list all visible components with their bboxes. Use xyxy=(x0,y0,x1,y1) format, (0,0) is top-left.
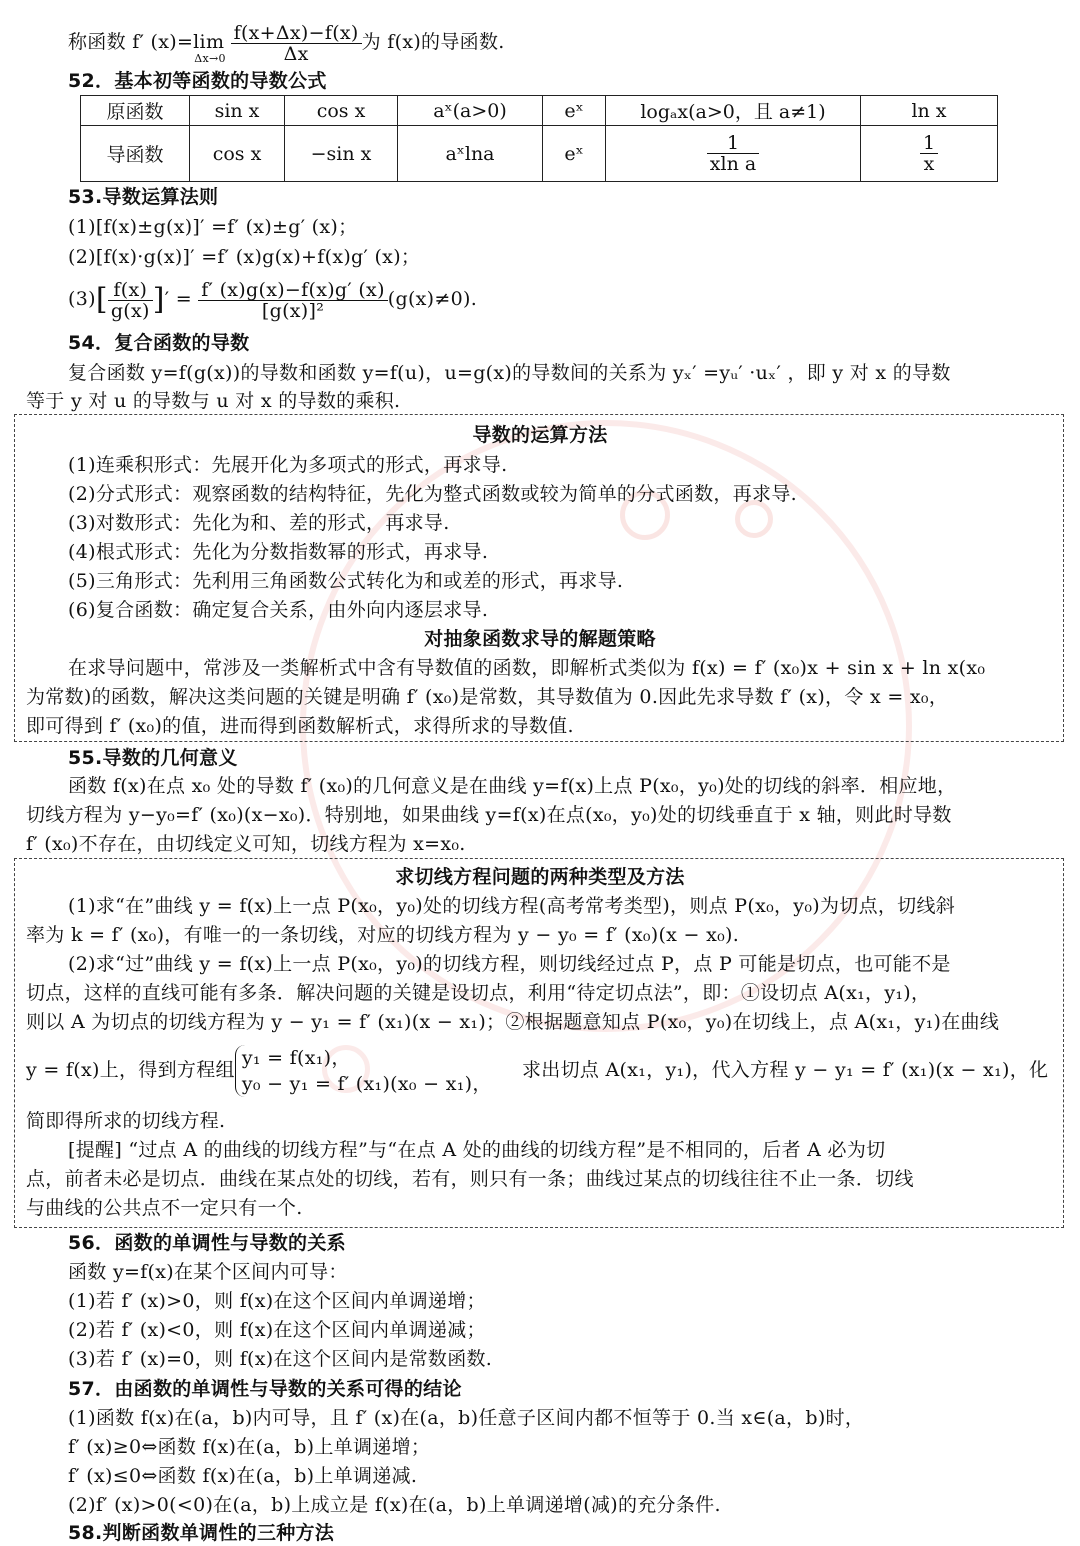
fraction-denominator: xln a xyxy=(709,153,757,175)
derivative-definition xyxy=(68,20,1080,64)
table-cell xyxy=(606,126,861,182)
section-53-title: 53.导数运算法则 xyxy=(68,186,219,208)
box-title: 求切线方程问题的两种类型及方法 xyxy=(395,866,685,888)
derivative-formula-table xyxy=(80,95,998,182)
equation-system-line xyxy=(26,1040,1080,1100)
geometry-text: 函数 f(x)在点 x₀ 处的导数 f′ (x₀)的几何意义是在曲线 y=f(x)上点 P(x₀，y₀)处的切线的斜率．相应地， xyxy=(68,775,957,797)
system-eq1: y₁ = f(x₁)， xyxy=(241,1047,351,1069)
box-subtitle: 对抽象函数求导的解题策略 xyxy=(424,628,656,650)
quotient-condition: (g(x)≠0). xyxy=(387,288,478,310)
geometry-text: f′ (x₀)不存在，由切线定义可知，切线方程为 x=x₀. xyxy=(26,833,466,855)
rule-quotient: (3)[ $\frac{f(x)}{g(x)}$ ]′ = $\frac{f' (x)g(x)-f(x)g' (x)}{\text{[g(x)]²}}$ (g(x)≠0). xyxy=(68,278,478,322)
method-item: (5)三角形式：先利用三角函数公式转化为和或差的形式，再求导. xyxy=(68,570,624,592)
table-cell: 导函数 xyxy=(81,126,190,182)
tangent-text: 率为 k = f′ (x₀)，有唯一的一条切线，对应的切线方程为 y − y₀ = f′ (x₀)(x − x₀). xyxy=(26,924,740,946)
fraction-numerator: 1 xyxy=(920,133,938,154)
monotonic-text: (3)若 f′ (x)=0，则 f(x)在这个区间内是常数函数. xyxy=(68,1348,493,1370)
section-52-title: 52．基本初等函数的导数公式 xyxy=(68,70,327,92)
table-cell: ln x xyxy=(861,96,998,126)
strategy-text: 为常数)的函数，解决这类问题的关键是明确 f′ (x₀)是常数，其导数值为 0.因此先求导数 f′ (x)，令 x = x₀， xyxy=(26,686,949,708)
fraction-numerator: f′ (x)g(x)−f(x)g′ (x) xyxy=(198,280,387,301)
conclusion-text: (1)函数 f(x)在(a，b)内可导，且 f′ (x)在(a，b)任意子区间内都不恒等于 0.当 x∈(a，b)时， xyxy=(68,1407,865,1429)
conclusion-text: f′ (x)≥0⇔函数 f(x)在(a，b)上单调递增； xyxy=(68,1436,431,1458)
table-cell: eˣ xyxy=(543,96,606,126)
rule-quotient-lead: (3) xyxy=(68,288,96,310)
fraction-denominator: x xyxy=(923,153,935,175)
table-cell: logₐx(a>0，且 a≠1) xyxy=(606,96,861,126)
section-56-title: 56．函数的单调性与导数的关系 xyxy=(68,1232,346,1254)
box-title: 导数的运算方法 xyxy=(472,424,608,446)
table-cell: aˣ(a>0) xyxy=(398,96,543,126)
monotonic-text: 函数 y=f(x)在某个区间内可导： xyxy=(68,1261,348,1283)
equation-system xyxy=(235,1045,492,1097)
method-item: (6)复合函数：确定复合关系，由外向内逐层求导. xyxy=(68,599,489,621)
table-cell: cos x xyxy=(190,126,285,182)
table-cell: eˣ xyxy=(543,126,606,182)
section-55-title: 55.导数的几何意义 xyxy=(68,747,238,769)
method-item: (1)连乘积形式：先展开化为多项式的形式，再求导. xyxy=(68,454,508,476)
table-cell: sin x xyxy=(190,96,285,126)
system-eq2: y₀ − y₁ = f′ (x₁)(x₀ − x₁)， xyxy=(241,1073,492,1095)
strategy-text: 即可得到 f′ (x₀)的值，进而得到函数解析式，求得所求的导数值. xyxy=(26,715,574,737)
quotient-inner-fraction xyxy=(108,280,153,321)
table-row xyxy=(81,126,998,182)
method-item: (3)对数形式：先化为和、差的形式，再求导. xyxy=(68,512,450,534)
quotient-fraction xyxy=(198,280,387,321)
monotonic-text: (1)若 f′ (x)>0，则 f(x)在这个区间内单调递增； xyxy=(68,1290,486,1312)
monotonic-text: (2)若 f′ (x)<0，则 f(x)在这个区间内单调递减； xyxy=(68,1319,486,1341)
method-item: (4)根式形式：先化为分数指数幂的形式，再求导. xyxy=(68,541,489,563)
system-tail: 求出切点 A(x₁，y₁)，代入方程 y − y₁ = f′ (x₁)(x − x₁)，化 xyxy=(522,1059,1049,1081)
def-denominator: Δx xyxy=(283,42,309,65)
fraction-numerator: f(x) xyxy=(108,280,153,301)
def-lead: 称函数 f′ (x)=lim xyxy=(68,31,225,53)
reminder-text: 点，前者未必是切点．曲线在某点处的切线，若有，则只有一条；曲线过某点的切线往往不止一条．切线 xyxy=(26,1168,914,1190)
reminder-text: [提醒] “过点 A 的曲线的切线方程”与“在点 A 处的曲线的切线方程”是不相同的，后者 A 必为切 xyxy=(68,1139,886,1161)
composite-text: 复合函数 y=f(g(x))的导数和函数 y=f(u)，u=g(x)的导数间的关系为 yₓ′ =yᵤ′ ·uₓ′ ，即 y 对 x 的导数 xyxy=(68,362,951,384)
fraction-denominator: g(x) xyxy=(110,299,150,322)
strategy-text: 在求导问题中，常涉及一类解析式中含有导数值的函数，即解析式类似为 f(x) = f′ (x₀)x + sin x + ln x(x₀ xyxy=(68,657,986,679)
tangent-text: 则以 A 为切点的切线方程为 y − y₁ = f′ (x₁)(x − x₁)；②根据题意知点 P(x₀，y₀)在切线上，点 A(x₁，y₁)在曲线 xyxy=(26,1011,1000,1033)
log-derivative-fraction xyxy=(707,133,759,174)
ln-derivative-fraction xyxy=(920,133,938,174)
tangent-text: 切点，这样的直线可能有多条．解决问题的关键是设切点，利用“待定切点法”，即：①设切点 A(x₁，y₁)， xyxy=(26,982,931,1004)
table-cell: cos x xyxy=(285,96,398,126)
tangent-text: (2)求“过”曲线 y = f(x)上一点 P(x₀，y₀)的切线方程，则切线经过点 P，点 P 可能是切点，也可能不是 xyxy=(68,953,951,975)
composite-text: 等于 y 对 u 的导数与 u 对 x 的导数的乘积. xyxy=(26,390,401,412)
reminder-text: 与曲线的公共点不一定只有一个. xyxy=(26,1197,303,1219)
tangent-text: 简即得所求的切线方程. xyxy=(26,1110,226,1132)
section-58-title: 58.判断函数单调性的三种方法 xyxy=(68,1522,335,1544)
prime-equals: ′ = xyxy=(164,288,192,310)
def-tail: 为 f(x)的导函数. xyxy=(361,31,505,53)
section-54-title: 54．复合函数的导数 xyxy=(68,332,250,354)
fraction-denominator: [g(x)]² xyxy=(261,299,325,322)
def-fraction xyxy=(231,23,362,64)
conclusion-text: (2)f′ (x)>0(<0)在(a，b)上成立是 f(x)在(a，b)上单调递增(减)的充分条件. xyxy=(68,1494,721,1516)
geometry-text: 切线方程为 y−y₀=f′ (x₀)(x−x₀)．特别地，如果曲线 y=f(x)在点(x₀，y₀)处的切线垂直于 x 轴，则此时导数 xyxy=(26,804,952,826)
system-lead: y = f(x)上，得到方程组 xyxy=(26,1059,235,1081)
def-numerator: f(x+Δx)−f(x) xyxy=(231,23,362,44)
table-cell: aˣlna xyxy=(398,126,543,182)
tangent-text: (1)求“在”曲线 y = f(x)上一点 P(x₀，y₀)处的切线方程(高考常考类型)，则点 P(x₀，y₀)为切点，切线斜 xyxy=(68,895,956,917)
fraction-numerator: 1 xyxy=(707,133,759,154)
rule-sum: (1)[f(x)±g(x)]′ =f′ (x)±g′ (x)； xyxy=(68,216,358,238)
limit-subscript: Δx→0 xyxy=(194,52,226,65)
table-cell: 原函数 xyxy=(81,96,190,126)
table-cell xyxy=(861,126,998,182)
table-row xyxy=(81,96,998,126)
table-cell: −sin x xyxy=(285,126,398,182)
section-57-title: 57．由函数的单调性与导数的关系可得的结论 xyxy=(68,1378,462,1400)
conclusion-text: f′ (x)≤0⇔函数 f(x)在(a，b)上单调递减. xyxy=(68,1465,418,1487)
method-item: (2)分式形式：观察函数的结构特征，先化为整式函数或较为简单的分式函数，再求导. xyxy=(68,483,797,505)
rule-product: (2)[f(x)·g(x)]′ =f′ (x)g(x)+f(x)g′ (x)； xyxy=(68,246,421,268)
